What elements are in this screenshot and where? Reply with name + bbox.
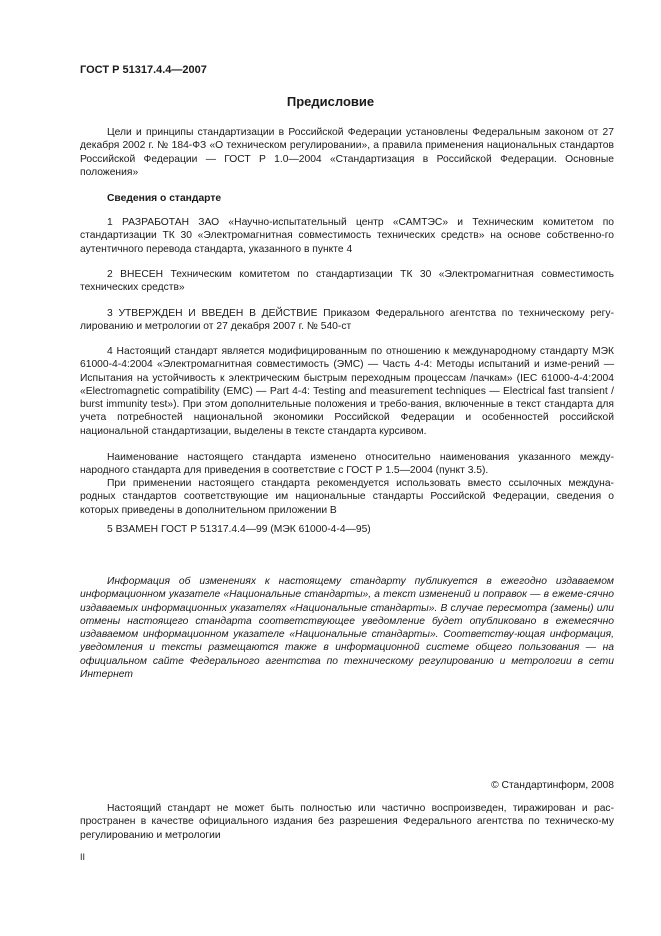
changes-info-note: Информация об изменениях к настоящему стандарту публикуется в ежегодно издаваемом информационном указателе «Национальные стандарты», а текст изменений и поправок — в ежеме-сячно издаваемых информационных указателях «Национальные стандарты». В случае пересмотра (замены) или отмены настоящего стандарта соответствующее уведомление будет опубликовано в ежемесячно издаваемом информационном указателе «Национальные стандарты». Соответству-ющая информация, уведомления и тексты размещаются также в информационной системе общего пользования — на официальном сайте Федерального агентства по техническому регулированию и метрологии в сети Интернет [80, 576, 614, 681]
item-3-approved: 3 УТВЕРЖДЕН И ВВЕДЕН В ДЕЙСТВИЕ Приказом Федерального агентства по техническому регу-лированию и метрологии от 27 декабря 2007 г. № 540-ст [80, 308, 614, 333]
item-2-introduced: 2 ВНЕСЕН Техническим комитетом по стандартизации ТК 30 «Электромагнитная совместимость технических средств» [80, 269, 614, 294]
item-5-replaces: 5 ВЗАМЕН ГОСТ Р 51317.4.4—99 (МЭК 61000-4-4—95) [107, 524, 371, 535]
item-4-references: При применении настоящего стандарта рекомендуется использовать вместо ссылочных междуна-родных стандартов соответствующие им национальные стандарты Российской Федерации, сведения о которых приведены в дополнительном приложении В [80, 478, 614, 516]
document-header: ГОСТ Р 51317.4.4—2007 [80, 64, 207, 76]
page-title: Предисловие [286, 94, 375, 109]
copyright: © Стандартинформ, 2008 [491, 780, 614, 791]
section-title: Сведения о стандарте [107, 193, 222, 204]
item-1-developed: 1 РАЗРАБОТАН ЗАО «Научно-испытательный центр «САМТЭС» и Техническим комитетом по стандартизации ТК 30 «Электромагнитная совместимость технических средств» на основе собственно-го аутентичного перевода стандарта, указанного в пункте 4 [80, 217, 614, 255]
item-4-modification: 4 Настоящий стандарт является модифицированным по отношению к международному стандарту МЭК 61000-4-4:2004 «Электромагнитная совместимость (ЭМС) — Часть 4-4: Методы испытаний и изме-рений — Испытания на устойчивость к электрическим быстрым переходным процессам /пачкам» (IEC 61000-4-4:2004 «Electromagnetic compatibility (EMC) — Part 4-4: Testing and measurement techniques — Electrical fast transient / burst immunity test»). При этом дополнительные положения и требо-вания, включенные в текст стандарта для учета потребностей национальной экономики Российской Федерации и особенностей российской национальной стандартизации, выделены в тексте стандарта курсивом. [80, 346, 614, 437]
reproduction-notice: Настоящий стандарт не может быть полностью или частично воспроизведен, тиражирован и рас-пространен в качестве официального издания без разрешения Федерального агентства по техническо-му регулированию и метрологии [80, 803, 614, 841]
foreword-intro: Цели и принципы стандартизации в Российской Федерации установлены Федеральным законом от 27 декабря 2002 г. № 184-ФЗ «О техническом регулировании», а правила применения национальных стандартов Российской Федерации — ГОСТ Р 1.0—2004 «Стандартизация в Российской Федерации. Основные положения» [80, 127, 614, 178]
item-4-name-change: Наименование настоящего стандарта изменено относительно наименования указанного между-народного стандарта для приведения в соответствие с ГОСТ Р 1.5—2004 (пункт 3.5). [80, 452, 614, 477]
page-number: II [80, 852, 86, 862]
